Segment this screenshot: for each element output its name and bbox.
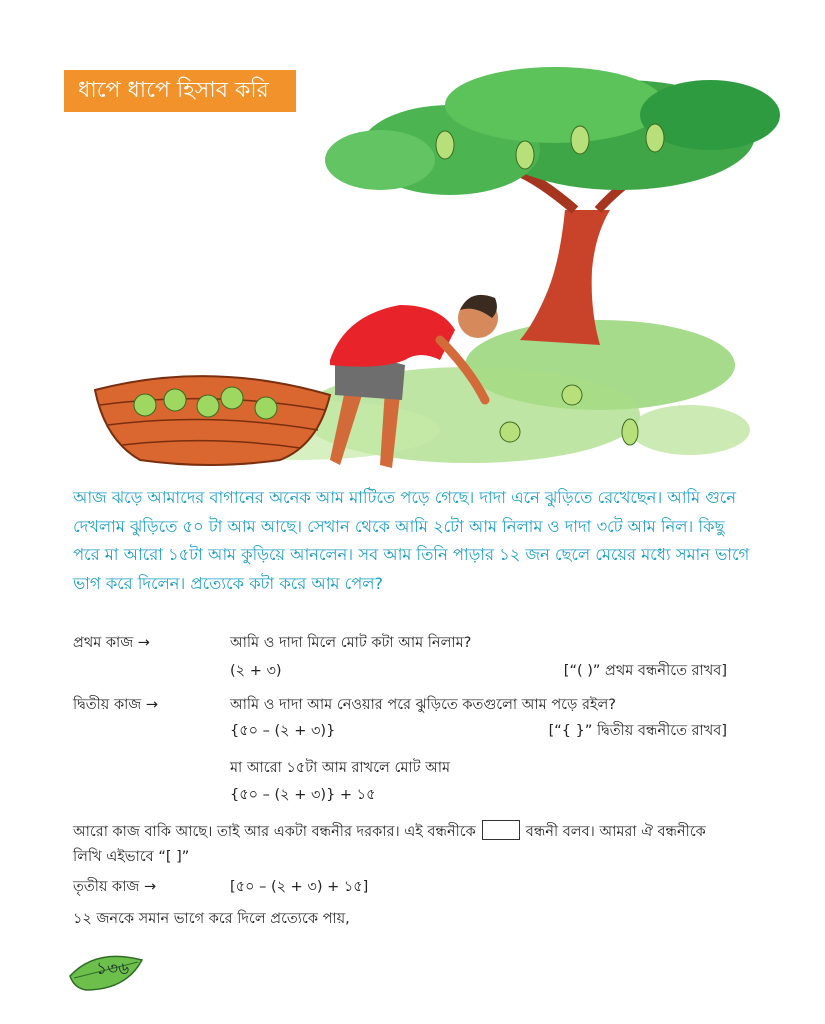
mango-tree-illustration	[0, 60, 825, 480]
first-task-expression: (২ + ৩)	[230, 663, 282, 679]
page-number: ১৩৬	[96, 959, 130, 979]
mango	[562, 385, 582, 405]
mango	[646, 124, 664, 152]
first-bracket-note: [“( )” প্রথম বন্ধনীতে রাখব]	[563, 663, 727, 679]
section-heading: ধাপে ধাপে হিসাব করি	[64, 70, 296, 112]
basket	[95, 376, 330, 465]
second-task-question: আমি ও দাদা আম নেওয়ার পরে ঝুড়িতে কতগুলো আম পড়ে রইল?	[230, 697, 616, 713]
mango	[622, 419, 638, 445]
mango	[164, 389, 186, 411]
mango	[516, 141, 534, 169]
boy-shirt	[330, 305, 455, 367]
first-task-label: প্রথম কাজ →	[73, 635, 150, 651]
third-task-label: তৃতীয় কাজ →	[73, 879, 157, 895]
mango	[134, 394, 156, 416]
mango	[221, 387, 243, 409]
third-para-line2: লিখি এইভাবে “[ ]”	[73, 849, 190, 865]
third-bracket-paragraph	[73, 820, 706, 845]
story-paragraph: আজ ঝড়ে আমাদের বাগানের অনেক আম মাটিতে পড়ে গেছে। দাদা এনে ঝুড়িতে রেখেছেন। আমি গুনে দেখলাম ঝুড়িতে ৫০ টা আম আছে। সেখান থেকে আমি ২টো আম নিলাম ও দাদা ৩টে আম নিল। কিছু পরে মা আরো ১৫টা আম কুড়িয়ে আনলেন। সব আম তিনি পাড়ার ১২ জন ছেলে মেয়ের মধ্যে সমান ভাগে ভাগ করে দিলেন। প্রত্যেকে কটা করে আম পেল?	[73, 488, 750, 593]
final-line: ১২ জনকে সমান ভাগে করে দিলে প্রত্যেকে পায়,	[73, 911, 350, 927]
third-para-part1: আরো কাজ বাকি আছে। তাই আর একটা বন্ধনীর দরকার। এই বন্ধনীকে	[73, 824, 476, 840]
grass-patch	[630, 405, 750, 455]
mango	[500, 422, 520, 442]
tree-canopy	[325, 130, 435, 190]
mango	[436, 131, 454, 159]
third-task-expression: [৫০ – (২ + ৩) + ১৫]	[230, 879, 369, 895]
mango	[255, 397, 277, 419]
mango	[571, 126, 589, 154]
fill-in-blank-box[interactable]	[482, 820, 520, 840]
tree-canopy	[445, 67, 665, 143]
third-para-part2: বন্ধনী বলব। আমরা ঐ বন্ধনীকে	[525, 824, 706, 840]
first-task-question: আমি ও দাদা মিলে মোট কটা আম নিলাম?	[230, 635, 472, 651]
second-task-expression: {৫০ – (২ + ৩)}	[230, 723, 336, 739]
second-task-extra-expression: {৫০ – (২ + ৩)} + ১৫	[230, 787, 376, 803]
second-task-label: দ্বিতীয় কাজ →	[73, 697, 159, 713]
mango	[197, 395, 219, 417]
second-bracket-note: [“{ }” দ্বিতীয় বন্ধনীতে রাখব]	[548, 723, 727, 739]
second-task-extra-text: মা আরো ১৫টা আম রাখলে মোট আম	[230, 760, 451, 776]
